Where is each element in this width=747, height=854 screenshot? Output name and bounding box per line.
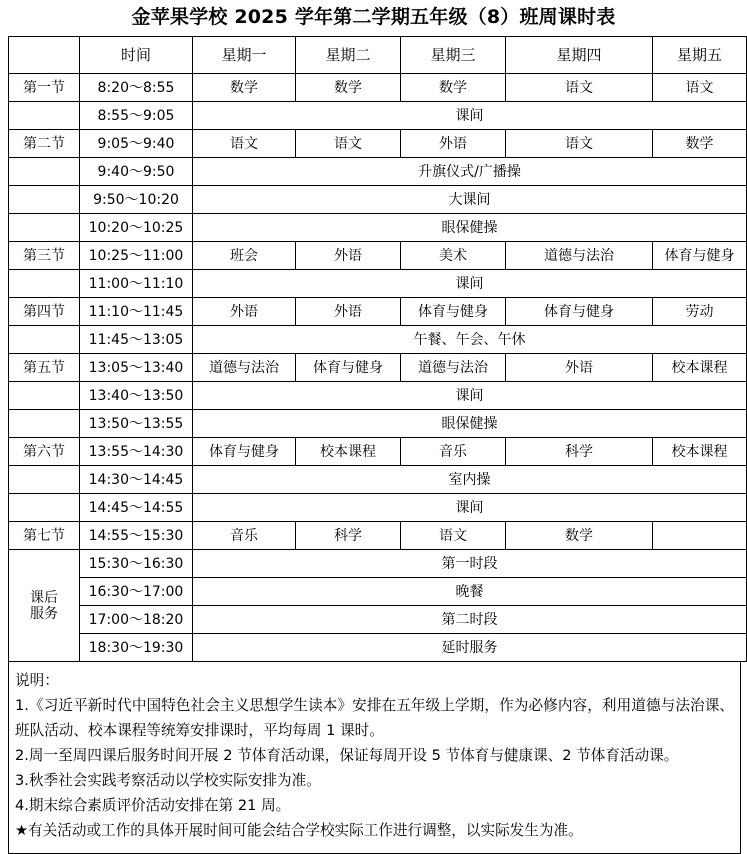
- time-range: 11:45～13:05: [80, 326, 193, 354]
- note-item: 2.周一至周四课后服务时间开展 2 节体育活动课，保证每周开设 5 节体育与健康课、2 节体育活动课。: [15, 747, 679, 764]
- table-row: [9, 438, 747, 466]
- subject-cell: 校本课程: [653, 354, 747, 382]
- table-row: [9, 130, 747, 158]
- activity-cell: 升旗仪式/广播操: [193, 158, 747, 186]
- note-item: 1.《习近平新时代中国特色社会主义思想学生读本》安排在五年级上学期，作为必修内容，利用道德与法治课、班队活动、校本课程等统筹安排课时，平均每周 1 课时。: [15, 697, 734, 739]
- subject-cell: [653, 522, 747, 550]
- activity-cell: 延时服务: [193, 634, 747, 662]
- time-range: 13:40～13:50: [80, 382, 193, 410]
- time-range: 9:40～9:50: [80, 158, 193, 186]
- table-row: [9, 270, 747, 298]
- header-cell-period: [9, 37, 80, 74]
- header-row: [9, 37, 747, 74]
- activity-cell: 课间: [193, 102, 747, 130]
- time-range: 14:30～14:45: [80, 466, 193, 494]
- subject-cell: 语文: [401, 522, 506, 550]
- period-label: [9, 494, 80, 522]
- header-cell-thursday: 星期四: [506, 37, 653, 74]
- period-label: [9, 214, 80, 242]
- subject-cell: 语文: [506, 74, 653, 102]
- subject-cell: 音乐: [193, 522, 296, 550]
- table-row: [9, 326, 747, 354]
- subject-cell: 外语: [401, 130, 506, 158]
- time-range: 17:00～18:20: [80, 606, 193, 634]
- header-cell-friday: 星期五: [653, 37, 747, 74]
- period-label: [9, 158, 80, 186]
- page-title: 金苹果学校 2025 学年第二学期五年级（8）班周课时表: [131, 6, 616, 28]
- table-row: [9, 158, 747, 186]
- subject-cell: 语文: [296, 130, 401, 158]
- time-range: 9:05～9:40: [80, 130, 193, 158]
- period-label: [9, 466, 80, 494]
- subject-cell: 语文: [506, 130, 653, 158]
- activity-cell: 眼保健操: [193, 410, 747, 438]
- subject-cell: 数学: [506, 522, 653, 550]
- time-range: 13:50～13:55: [80, 410, 193, 438]
- activity-cell: 大课间: [193, 186, 747, 214]
- subject-cell: 美术: [401, 242, 506, 270]
- period-label: 第四节: [9, 298, 80, 326]
- schedule-table: [8, 36, 747, 662]
- time-range: 14:55～15:30: [80, 522, 193, 550]
- header-cell-time: 时间: [80, 37, 193, 74]
- subject-cell: 道德与法治: [401, 354, 506, 382]
- time-range: 8:55～9:05: [80, 102, 193, 130]
- subject-cell: 校本课程: [653, 438, 747, 466]
- header-cell-tuesday: 星期二: [296, 37, 401, 74]
- time-range: 14:45～14:55: [80, 494, 193, 522]
- subject-cell: 科学: [506, 438, 653, 466]
- subject-cell: 体育与健身: [401, 298, 506, 326]
- activity-cell: 晚餐: [193, 578, 747, 606]
- table-row: [9, 634, 747, 662]
- time-range: 13:55～14:30: [80, 438, 193, 466]
- activity-cell: 课间: [193, 270, 747, 298]
- after-school-label: [9, 550, 80, 662]
- time-range: 15:30～16:30: [80, 550, 193, 578]
- subject-cell: 道德与法治: [193, 354, 296, 382]
- activity-cell: 眼保健操: [193, 214, 747, 242]
- time-range: 11:10～11:45: [80, 298, 193, 326]
- notes-heading: 说明：: [15, 672, 59, 689]
- time-range: 13:05～13:40: [80, 354, 193, 382]
- table-row: [9, 606, 747, 634]
- subject-cell: 数学: [193, 74, 296, 102]
- subject-cell: 语文: [653, 74, 747, 102]
- after-school-label-line1: 课后: [30, 589, 58, 606]
- period-label: [9, 326, 80, 354]
- table-row: [9, 522, 747, 550]
- subject-cell: 道德与法治: [506, 242, 653, 270]
- time-range: 10:25～11:00: [80, 242, 193, 270]
- subject-cell: 数学: [296, 74, 401, 102]
- table-header: [9, 37, 747, 74]
- table-row: [9, 550, 747, 578]
- period-label: [9, 102, 80, 130]
- subject-cell: 科学: [296, 522, 401, 550]
- subject-cell: 校本课程: [296, 438, 401, 466]
- header-cell-wednesday: 星期三: [401, 37, 506, 74]
- period-label: [9, 270, 80, 298]
- period-label: 第六节: [9, 438, 80, 466]
- period-label: 第五节: [9, 354, 80, 382]
- subject-cell: 外语: [193, 298, 296, 326]
- period-label: 第三节: [9, 242, 80, 270]
- table-row: [9, 382, 747, 410]
- header-cell-monday: 星期一: [193, 37, 296, 74]
- subject-cell: 外语: [506, 354, 653, 382]
- table-row: [9, 410, 747, 438]
- period-label: [9, 382, 80, 410]
- subject-cell: 劳动: [653, 298, 747, 326]
- subject-cell: 语文: [193, 130, 296, 158]
- period-label: [9, 410, 80, 438]
- subject-cell: 数学: [401, 74, 506, 102]
- time-range: 9:50～10:20: [80, 186, 193, 214]
- note-item: 3.秋季社会实践考察活动以学校实际安排为准。: [15, 772, 321, 789]
- activity-cell: 午餐、午会、午休: [193, 326, 747, 354]
- time-range: 11:00～11:10: [80, 270, 193, 298]
- notes-section: [8, 662, 741, 854]
- subject-cell: 音乐: [401, 438, 506, 466]
- time-range: 8:20～8:55: [80, 74, 193, 102]
- period-label: 第七节: [9, 522, 80, 550]
- table-row: [9, 214, 747, 242]
- time-range: 18:30～19:30: [80, 634, 193, 662]
- activity-cell: 室内操: [193, 466, 747, 494]
- period-label: 第一节: [9, 74, 80, 102]
- activity-cell: 课间: [193, 382, 747, 410]
- table-row: [9, 74, 747, 102]
- note-item: 4.期末综合素质评价活动安排在第 21 周。: [15, 797, 291, 814]
- table-row: [9, 494, 747, 522]
- subject-cell: 外语: [296, 242, 401, 270]
- table-row: [9, 354, 747, 382]
- table-row: [9, 102, 747, 130]
- subject-cell: 体育与健身: [653, 242, 747, 270]
- period-label: [9, 186, 80, 214]
- table-row: [9, 298, 747, 326]
- time-range: 10:20～10:25: [80, 214, 193, 242]
- subject-cell: 班会: [193, 242, 296, 270]
- subject-cell: 体育与健身: [193, 438, 296, 466]
- subject-cell: 数学: [653, 130, 747, 158]
- table-row: [9, 466, 747, 494]
- after-school-label-line2: 服务: [30, 605, 58, 622]
- subject-cell: 体育与健身: [296, 354, 401, 382]
- activity-cell: 第一时段: [193, 550, 747, 578]
- subject-cell: 外语: [296, 298, 401, 326]
- table-row: [9, 578, 747, 606]
- table-body: [9, 74, 747, 662]
- activity-cell: 第二时段: [193, 606, 747, 634]
- table-row: [9, 186, 747, 214]
- period-label: 第二节: [9, 130, 80, 158]
- table-row: [9, 242, 747, 270]
- subject-cell: 体育与健身: [506, 298, 653, 326]
- note-item: ★有关活动或工作的具体开展时间可能会结合学校实际工作进行调整，以实际发生为准。: [15, 822, 583, 839]
- activity-cell: 课间: [193, 494, 747, 522]
- time-range: 16:30～17:00: [80, 578, 193, 606]
